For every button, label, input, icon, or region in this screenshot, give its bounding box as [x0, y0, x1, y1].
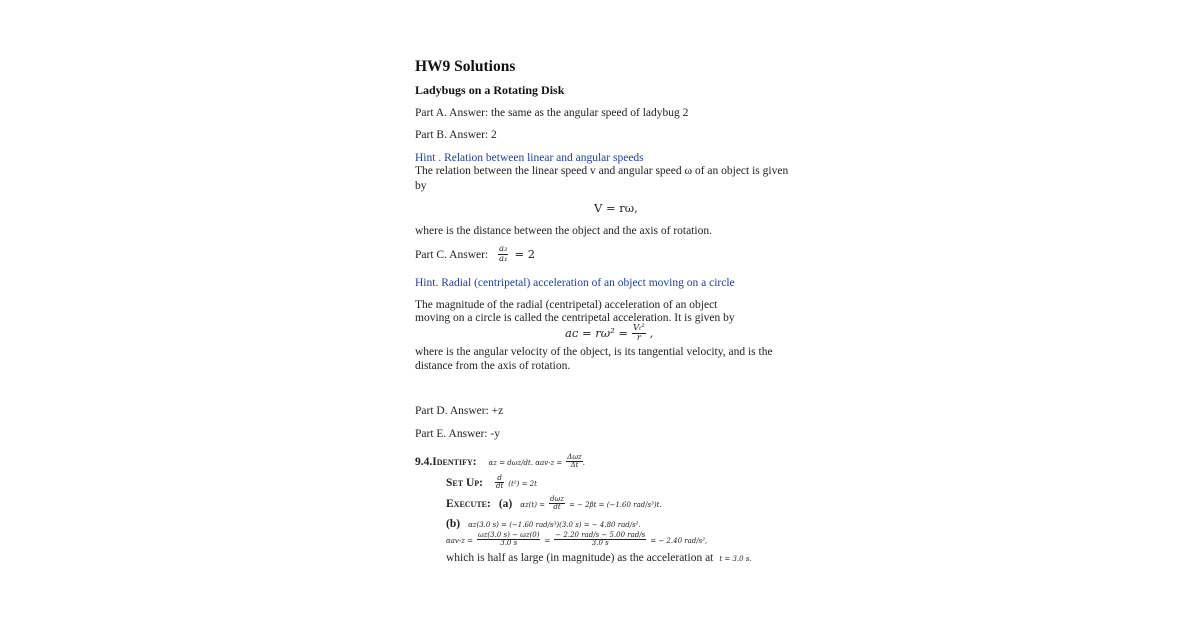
- hint-centripetal-line1: The magnitude of the radial (centripetal) acceleration of an object: [415, 299, 718, 311]
- equation-centripetal: [565, 324, 653, 342]
- execute-a-denominator: dt: [553, 502, 561, 511]
- identify-label: Identify:: [432, 456, 477, 468]
- setup-label: Set Up:: [446, 477, 483, 489]
- hint-centripetal-line2: moving on a circle is called the centripetal acceleration. It is given by: [415, 312, 735, 324]
- hint-linear-angular-line2: by: [415, 180, 427, 192]
- part-c-result: = 2: [514, 247, 536, 261]
- hint-centripetal-title: Hint. Radial (centripetal) acceleration of an object moving on a circle: [415, 277, 735, 289]
- average-numerator-1: ωz(3.0 s) − ωz(0): [478, 530, 540, 539]
- average-denominator-1: 3.0 s: [500, 538, 518, 547]
- part-d-answer: Part D. Answer: +z: [415, 405, 504, 417]
- where-angular-velocity-line1: where is the angular velocity of the object, is its tangential velocity, and is the: [415, 346, 773, 358]
- average-denominator-2: 3.0 s: [591, 538, 609, 547]
- setup-row: [446, 473, 537, 491]
- setup-denominator: dt: [495, 481, 504, 490]
- average-acceleration-row: αav-z = $\frac{\omega z(3.0 s) - \omega z(0)}{3.0 s}$ = $\frac{\text{− 2.20 rad/s − 5.00 rad/s}}{3.0 s}$ = − 2.40 rad/s²,: [446, 530, 708, 547]
- average-rhs: = − 2.40 rad/s²,: [650, 537, 708, 545]
- identify-tail: .: [582, 459, 585, 467]
- centripetal-tail: ,: [649, 326, 654, 340]
- where-angular-velocity-line2: distance from the axis of rotation.: [415, 360, 571, 372]
- identify-numerator: Δωz: [567, 452, 582, 461]
- setup-numerator: d: [495, 475, 504, 483]
- setup-rhs: (t²) = 2t: [508, 480, 537, 488]
- hint-linear-angular-title: Hint . Relation between linear and angular speeds: [415, 152, 644, 164]
- final-statement-row: [446, 548, 752, 566]
- average-lhs: αav-z =: [446, 537, 473, 545]
- execute-a-numerator: dωz: [550, 494, 564, 503]
- execute-part-b-label: (b): [446, 518, 461, 530]
- doc-title: HW9 Solutions: [415, 58, 516, 75]
- execute-label: Execute:: [446, 498, 491, 510]
- execute-b-equation: αz(3.0 s) = (−1.60 rad/s³)(3.0 s) = − 4.80 rad/s².: [468, 521, 641, 529]
- part-c-label: Part C. Answer:: [415, 249, 489, 261]
- centripetal-denominator: r: [636, 332, 641, 343]
- execute-a-lhs: αz(t) =: [520, 501, 546, 509]
- final-statement: which is half as large (in magnitude) as the acceleration at: [446, 552, 714, 564]
- problem-identify-row: [415, 452, 585, 470]
- final-time: t = 3.0 s.: [719, 555, 752, 563]
- identify-denominator: Δt: [570, 460, 579, 469]
- execute-part-a-label: (a): [498, 498, 513, 510]
- part-c-denominator: a₁: [499, 253, 508, 264]
- section-heading: Ladybugs on a Rotating Disk: [415, 83, 565, 97]
- part-e-answer: Part E. Answer: -y: [415, 428, 500, 440]
- identify-equation: αz = dωz/dt. αav-z =: [488, 459, 563, 467]
- part-c-equation: [498, 245, 535, 263]
- execute-a-row: [446, 494, 662, 512]
- where-distance-line: where is the distance between the object and the axis of rotation.: [415, 225, 712, 237]
- part-a-answer: Part A. Answer: the same as the angular speed of ladybug 2: [415, 107, 689, 119]
- hint-linear-angular-line1: The relation between the linear speed v and angular speed ω of an object is given: [415, 165, 789, 177]
- part-c-numerator: a₂: [499, 244, 508, 255]
- centripetal-lhs: aᴄ = rω² =: [565, 326, 629, 340]
- centripetal-numerator: Vₜ²: [633, 323, 645, 334]
- average-numerator-2: − 2.20 rad/s − 5.00 rad/s: [555, 530, 646, 539]
- execute-a-rhs: = − 2βt = (−1.60 rad/s³)t.: [568, 501, 662, 509]
- problem-number: 9.4.: [415, 456, 433, 468]
- equation-v-r-omega: V = rω,: [594, 201, 638, 215]
- part-b-answer: Part B. Answer: 2: [415, 129, 497, 141]
